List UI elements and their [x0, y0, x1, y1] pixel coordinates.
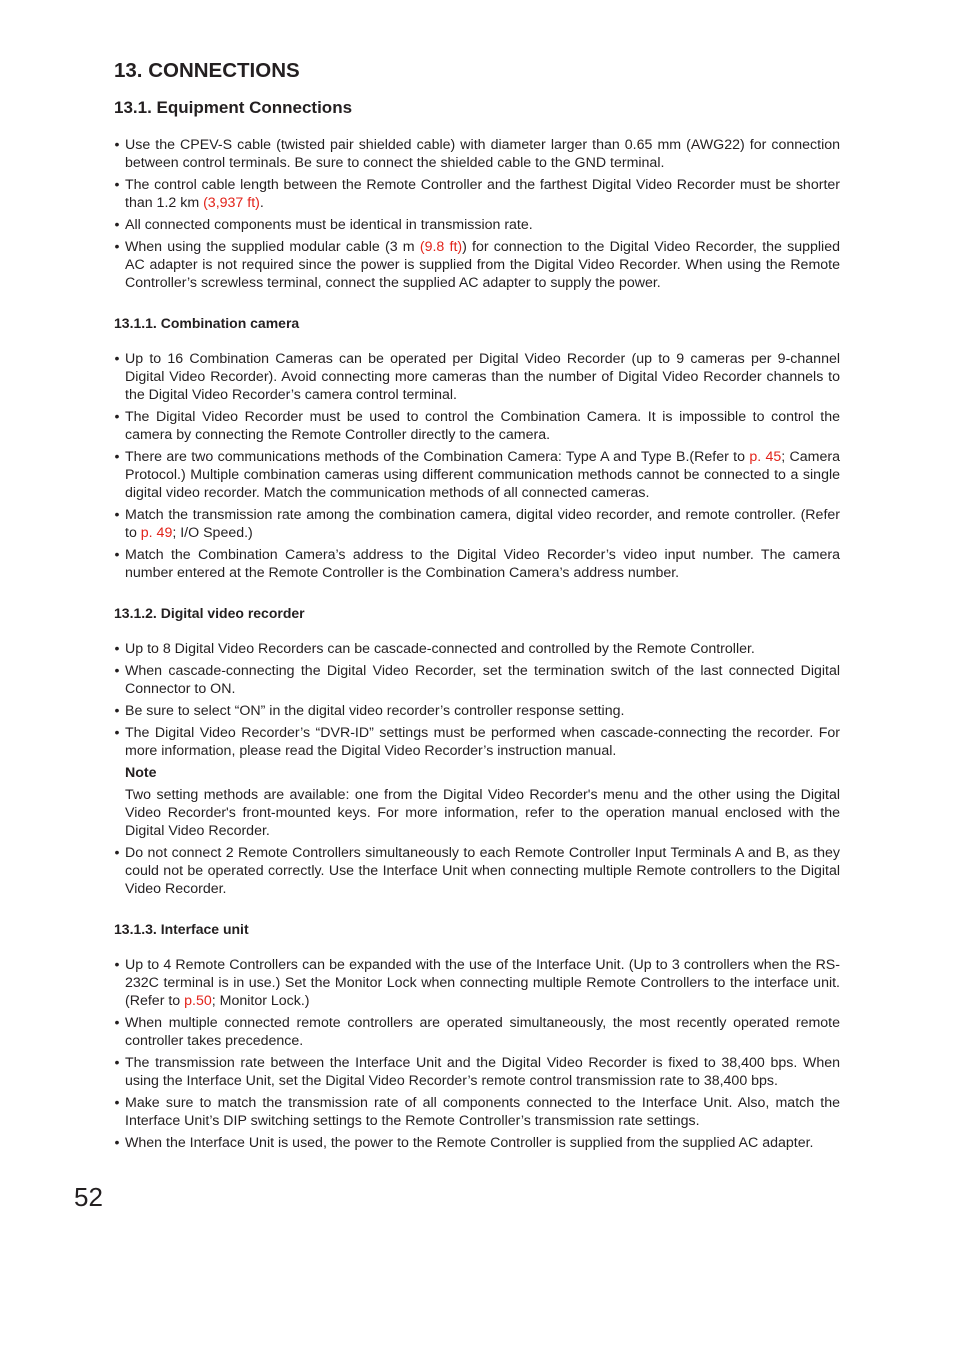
list-item: [114, 506, 840, 542]
item-text: Use the CPEV-S cable (twisted pair shielded cable) with diameter larger than 0.65 mm (AWG22) for connection between control terminals. Be sure to connect the shielded cable to the GND terminal.: [125, 137, 840, 171]
item-text: .: [259, 195, 264, 211]
item-text: When cascade-connecting the Digital Video Recorder, set the termination switch of the last connected Digital Connector to ON.: [125, 663, 840, 697]
item-text: Do not connect 2 Remote Controllers simultaneously to each Remote Controller Input Terminals A and B, as they could not be operated correctly. Use the Interface Unit when connecting multiple Remote controllers to the Digital Video Recorder.: [125, 845, 840, 897]
section-heading: 13.1. Equipment Connections: [114, 98, 353, 117]
item-text: The control cable length between the Remote Controller and the farthest Digital Video Recorder must be shorter than 1.2 km: [125, 177, 840, 211]
note-body: Two setting methods are available: one from the Digital Video Recorder's menu and the other using the Digital Video Recorder's front-mounted keys. For more information, refer to the operation manual enclosed with the Digital Video Recorder.: [125, 787, 840, 839]
list-item: [114, 844, 840, 898]
item-text: Up to 16 Combination Cameras can be operated per Digital Video Recorder (up to 9 cameras per 9-channel Digital Video Recorder). Avoid connecting more cameras than the number of Digital Video Recorder channels to the Digital Video Recorder’s camera control terminal.: [125, 351, 840, 403]
bullet-icon: •: [114, 663, 120, 679]
item-text: ) for connection to the Digital Video Recorder, the supplied AC adapter is not required since the power is supplied from the Digital Video Recorder. When using the Remote Controller’s screwless terminal, connect the supplied AC adapter to supply the power.: [125, 239, 840, 291]
digital-video-recorder-heading: 13.1.2. Digital video recorder: [114, 605, 305, 621]
bullet-icon: •: [114, 239, 120, 255]
bullet-icon: •: [114, 845, 120, 861]
bullet-icon: •: [114, 1055, 120, 1071]
interface-unit-heading: 13.1.3. Interface unit: [114, 921, 249, 937]
item-text: Make sure to match the transmission rate of all components connected to the Interface Unit. Also, match the Interface Unit’s DIP switching settings to the Remote Controller’s transmission rate settings.: [125, 1095, 840, 1129]
bullet-icon: •: [114, 177, 120, 193]
page-number: 52: [74, 1182, 103, 1212]
bullet-icon: •: [114, 507, 120, 523]
item-text: The transmission rate between the Interface Unit and the Digital Video Recorder is fixed to 38,400 bps. When using the Interface Unit, set the Digital Video Recorder’s remote control transmission rate to 38,400 bps.: [125, 1055, 840, 1089]
item-text: Up to 8 Digital Video Recorders can be cascade-connected and controlled by the Remote Controller.: [125, 641, 755, 657]
bullet-icon: •: [114, 1135, 120, 1151]
bullet-icon: •: [114, 1095, 120, 1111]
item-text: There are two communications methods of the Combination Camera: Type A and Type B.(Refer to: [125, 449, 750, 465]
list-item: [114, 1134, 840, 1152]
intro-list: [114, 136, 840, 292]
bullet-icon: •: [114, 725, 120, 741]
item-text: Match the Combination Camera’s address to the Digital Video Recorder’s video input number. The camera number entered at the Remote Controller is the Combination Camera’s address number.: [125, 547, 840, 581]
digital-video-recorder-list: [114, 640, 840, 760]
combination-camera-heading: 13.1.1. Combination camera: [114, 315, 300, 331]
list-item: [114, 1054, 840, 1090]
item-text: When multiple connected remote controllers are operated simultaneously, the most recently operated remote controller takes precedence.: [125, 1015, 840, 1049]
list-item: [114, 1014, 840, 1050]
item-text: All connected components must be identical in transmission rate.: [125, 217, 533, 233]
list-item: [114, 408, 840, 444]
page-content: [114, 58, 840, 1174]
page-reference-link[interactable]: p. 45: [749, 449, 782, 465]
bullet-icon: •: [114, 641, 120, 657]
list-item: [114, 724, 840, 760]
item-text: ; Monitor Lock.): [211, 993, 310, 1009]
bullet-icon: •: [114, 351, 120, 367]
page-reference-link[interactable]: (3,937 ft): [203, 195, 260, 211]
list-item: [114, 1094, 840, 1130]
bullet-icon: •: [114, 547, 120, 563]
interface-unit-list: [114, 956, 840, 1152]
item-text: When the Interface Unit is used, the power to the Remote Controller is supplied from the supplied AC adapter.: [125, 1135, 814, 1151]
bullet-icon: •: [114, 137, 120, 153]
digital-video-recorder-list-after-note: [114, 844, 840, 898]
item-text: ; I/O Speed.): [172, 525, 253, 541]
list-item: [114, 640, 840, 658]
list-item: [114, 350, 840, 404]
list-item: [114, 546, 840, 582]
list-item: [114, 238, 840, 292]
page-title: 13. CONNECTIONS: [114, 59, 300, 82]
page-reference-link[interactable]: p. 49: [140, 525, 173, 541]
bullet-icon: •: [114, 449, 120, 465]
list-item: [114, 662, 840, 698]
list-item: [114, 956, 840, 1010]
list-item: [114, 176, 840, 212]
list-item: [114, 136, 840, 172]
item-text: Be sure to select “ON” in the digital video recorder’s controller response setting.: [125, 703, 625, 719]
item-text: Match the transmission rate among the combination camera, digital video recorder, and remote controller. (Refer to: [125, 507, 840, 541]
note-title: Note: [125, 765, 157, 781]
combination-camera-list: [114, 350, 840, 582]
list-item: [114, 702, 840, 720]
bullet-icon: •: [114, 1015, 120, 1031]
list-item: [114, 216, 840, 234]
item-text: The Digital Video Recorder’s “DVR-ID” settings must be performed when cascade-connecting the recorder. For more information, please read the Digital Video Recorder’s instruction manual.: [125, 725, 840, 759]
item-text: ; Camera Protocol.) Multiple combination cameras using different communication methods cannot be connected to a single digital video recorder. Match the communication methods of all connected cameras.: [125, 449, 841, 501]
bullet-icon: •: [114, 217, 120, 233]
item-text: The Digital Video Recorder must be used to control the Combination Camera. It is impossible to control the camera by connecting the Remote Controller directly to the camera.: [125, 409, 840, 443]
list-item: [114, 448, 840, 502]
bullet-icon: •: [114, 409, 120, 425]
bullet-icon: •: [114, 703, 120, 719]
page-reference-link[interactable]: p.50: [184, 993, 212, 1009]
bullet-icon: •: [114, 957, 120, 973]
item-text: Up to 4 Remote Controllers can be expanded with the use of the Interface Unit. (Up to 3 controllers when the RS-232C terminal is in use.) Set the Monitor Lock when connecting multiple Remote Controllers to the interface unit. (Refer to: [125, 957, 840, 1009]
page-reference-link[interactable]: (9.8 ft): [419, 239, 463, 255]
item-text: When using the supplied modular cable (3 m: [125, 239, 420, 255]
